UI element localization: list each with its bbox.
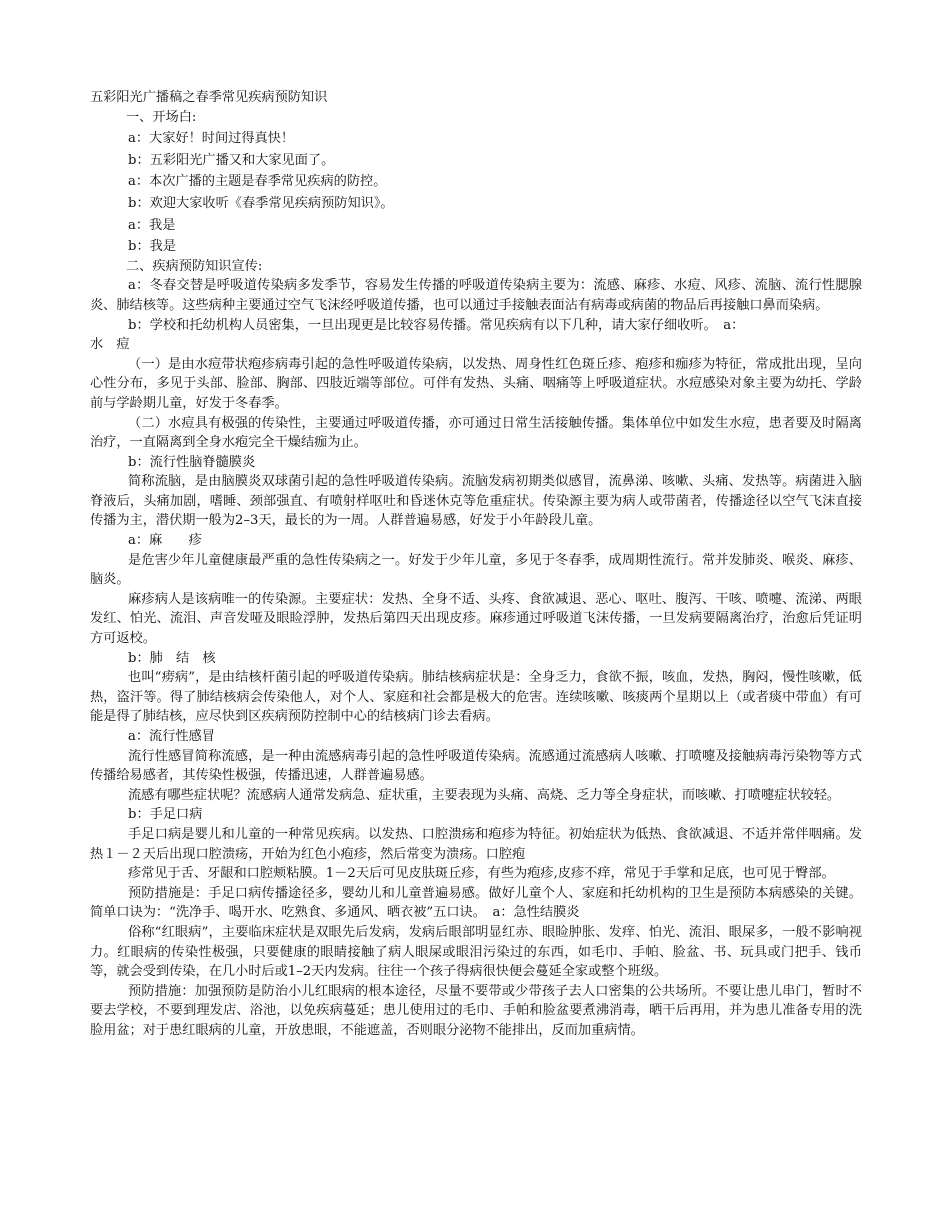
disease-heading: b：肺 结 核 [128, 650, 216, 666]
paragraph: 预防措施：加强预防是防治小儿红眼病的根本途径，尽量不要带或少带孩子去人口密集的公共场所。不要让患儿串门，暂时不要去学校，不要到理发店、浴池，以免疾病蔓延；患儿使用过的毛巾、手帕和脸盆要煮沸消毒，晒干后再用，并为患儿准备专用的洗脸用盆；对于患红眼病的儿童，开放患眼，不能遮盖，否则眼分泌物不能排出，反而加重病情。 [90, 983, 862, 1038]
paragraph: 流行性感冒简称流感，是一种由流感病毒引起的急性呼吸道传染病。流感通过流感病人咳嗽、打喷嚏及接触病毒污染物等方式传播给易感者，其传染性极强，传播迅速，人群普遍易感。 [90, 748, 862, 784]
dialogue-line: b：欢迎大家收听《春季常见疾病预防知识》。 [128, 195, 394, 211]
dialogue-line: a：本次广播的主题是春季常见疾病的防控。 [128, 174, 387, 190]
paragraph: （二）水痘具有极强的传染性，主要通过呼吸道传播，亦可通过日常生活接触传播。集体单位中如发生水痘，患者要及时隔离治疗，一直隔离到全身水疱完全干燥结痂为止。 [90, 415, 862, 451]
paragraph: 流感有哪些症状呢？流感病人通常发病急、症状重，主要表现为头痛、高烧、乏力等全身症状，而咳嗽、打喷嚏症状较轻。 [128, 787, 841, 803]
paragraph: 预防措施是：手足口病传播途径多，婴幼儿和儿童普遍易感。做好儿童个人、家庭和托幼机构的卫生是预防本病感染的关键。简单口诀为：“洗净手、喝开水、吃熟食、多通风、晒衣被”五口诀。 a：急性结膜炎 [90, 885, 862, 921]
paragraph: 麻疹病人是该病唯一的传染源。主要症状：发热、全身不适、头疼、食欲减退、恶心、呕吐、腹泻、干咳、喷嚏、流涕、两眼发红、怕光、流泪、声音发哑及眼睑浮肿，发热后第四天出现皮疹。麻疹通过呼吸道飞沫传播，一旦发病要隔离治疗，治愈后凭证明方可返校。 [90, 591, 862, 647]
paragraph: （一）是由水痘带状疱疹病毒引起的急性呼吸道传染病，以发热、周身性红色斑丘疹、疱疹和痂疹为特征，常成批出现，呈向心性分布，多见于头部、脸部、胸部、四肢近端等部位。可伴有发热、头痛、咽痛等上呼吸道症状。水痘感染对象主要为幼托、学龄前与学龄期儿童，好发于冬春季。 [90, 356, 862, 411]
paragraph: 俗称“红眼病”，主要临床症状是双眼先后发病，发病后眼部明显红赤、眼睑肿胀、发痒、怕光、流泪、眼屎多，一般不影响视力。红眼病的传染性极强，只要健康的眼睛接触了病人眼屎或眼泪污染过的东西，如毛巾、手帕、脸盆、书、玩具或门把手、钱币等，就会受到传染，在几小时后或1–2天内发病。往往一个孩子得病很快便会蔓延全家或整个班级。 [90, 924, 862, 980]
dialogue-line: a：我是 [128, 217, 176, 233]
disease-heading: 水 痘 [90, 337, 130, 353]
section-heading-knowledge: 二、疾病预防知识宣传: [126, 258, 263, 274]
paragraph: b：学校和托幼机构人员密集，一旦出现更是比较容易传播。常见疾病有以下几种，请大家仔细收听。 a： [128, 317, 745, 333]
dialogue-line: b：五彩阳光广播又和大家见面了。 [128, 152, 335, 168]
disease-heading: b：手足口病 [128, 807, 203, 823]
disease-heading: a：流行性感冒 [128, 729, 215, 744]
paragraph: 疹常见于舌、牙龈和口腔颊粘膜。1－2天后可见皮肤斑丘疹，有些为疱疹,皮疹不痒，常见于手掌和足底，也可见于臀部。 [128, 866, 835, 882]
paragraph: 手足口病是婴儿和儿童的一种常见疾病。以发热、口腔溃疡和疱疹为特征。初始症状为低热、食欲减退、不适并常伴咽痛。发热１－２天后出现口腔溃疡，开始为红色小疱疹，然后常变为溃疡。口腔疱 [90, 826, 862, 862]
document-title: 五彩阳光广播稿之春季常见疾病预防知识 [90, 90, 328, 105]
disease-heading: a：麻 疹 [128, 533, 202, 549]
paragraph: 是危害少年儿童健康最严重的急性传染病之一。好发于少年儿童，多见于冬春季，成周期性流行。常并发肺炎、喉炎、麻疹、脑炎。 [90, 552, 862, 588]
paragraph: 简称流脑，是由脑膜炎双球菌引起的急性呼吸道传染病。流脑发病初期类似感冒，流鼻涕、咳嗽、头痛、发热等。病菌进入脑脊液后，头痛加剧，嗜睡、颈部强直、有喷射样呕吐和昏迷休克等危重症状。传染源主要为病人或带菌者，传播途径以空气飞沫直接传播为主，潜伏期一般为2–3天，最长的为一周。人群普遍易感，好发于小年龄段儿童。 [90, 474, 862, 529]
dialogue-line: a：大家好！时间过得真快！ [128, 131, 295, 147]
section-heading-opening: 一、开场白: [126, 109, 197, 125]
paragraph: a：冬春交替是呼吸道传染病多发季节，容易发生传播的呼吸道传染病主要为：流感、麻疹、水痘、风疹、流脑、流行性腮腺炎、肺结核等。这些病种主要通过空气飞沫经呼吸道传播，也可以通过手接触表面沾有病毒或病菌的物品后再接触口鼻而染病。 [90, 278, 862, 313]
disease-heading: b：流行性脑脊髓膜炎 [128, 454, 256, 470]
dialogue-line: b：我是 [128, 239, 177, 255]
paragraph: 也叫“痨病”，是由结核杆菌引起的呼吸道传染病。肺结核病症状是：全身乏力，食欲不振，咳血，发热，胸闷，慢性咳嗽，低热，盗汗等。得了肺结核病会传染他人，对个人、家庭和社会都是极大的危害。连续咳嗽、咳痰两个星期以上（或者痰中带血）有可能是得了肺结核，应尽快到区疾病预防控制中心的结核病门诊去看病。 [90, 670, 862, 725]
